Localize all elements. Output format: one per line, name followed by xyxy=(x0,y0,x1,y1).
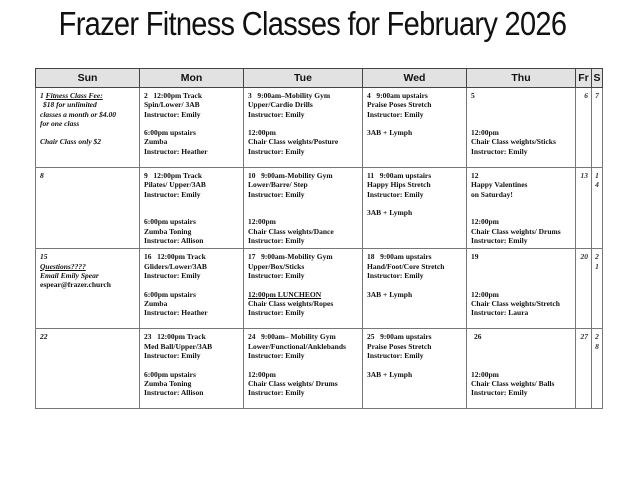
day-number: 3 xyxy=(248,91,252,100)
class-name: Pilates/ Upper/3AB xyxy=(144,180,206,190)
instructor: Instructor: Emily xyxy=(367,350,424,360)
day-cell-sun xyxy=(36,249,140,329)
instructor: Instructor: Allison xyxy=(144,388,204,398)
class-name: Lower/Barre/ Step xyxy=(248,180,308,190)
instructor: Instructor: Emily xyxy=(367,189,424,199)
day-number: 26 xyxy=(474,332,482,342)
class-time: 9:00am-Mobility Gym xyxy=(261,171,333,180)
class-time: 12:00pm xyxy=(248,217,276,227)
day-cell-sat: 7 xyxy=(592,88,603,168)
class-time: 9:00am–Mobility Gym xyxy=(257,91,331,100)
day-number: 10 xyxy=(248,171,256,180)
class-name: Spin/Lower/ 3AB xyxy=(144,100,200,110)
day-number: 9 xyxy=(144,171,148,180)
class-time: 9:00am upstairs xyxy=(379,171,432,180)
week-row xyxy=(36,168,603,249)
class-time: 9:00am-Mobility Gym xyxy=(261,252,333,262)
class-time: 9:00am upstairs xyxy=(376,91,428,100)
header-thu: Thu xyxy=(467,69,576,88)
day-cell-tue xyxy=(244,329,363,409)
day-cell-mon xyxy=(140,168,244,249)
class-name: 3AB + Lymph xyxy=(367,369,413,379)
class-name: Chair Class weights/ Balls xyxy=(471,378,555,388)
contact-note: Email Emily Spear xyxy=(40,270,99,280)
class-time: 12:00pm xyxy=(471,289,499,299)
class-name: Upper/Cardio Drills xyxy=(248,100,313,110)
instructor: Instructor: Emily xyxy=(248,350,305,360)
instructor: Instructor: Emily xyxy=(367,270,424,280)
instructor: Instructor: Emily xyxy=(144,270,201,280)
class-time: 9:00am– Mobility Gym xyxy=(261,332,336,342)
header-sun: Sun xyxy=(36,69,140,88)
class-time: 6:00pm upstairs xyxy=(144,128,196,138)
instructor: Instructor: Emily xyxy=(248,308,305,318)
day-cell-fri: 27 xyxy=(576,329,592,409)
class-time: 12:00pm xyxy=(248,369,276,379)
class-time: 12:00pm xyxy=(471,369,499,379)
day-cell-thu xyxy=(467,168,576,249)
instructor: Instructor: Emily xyxy=(248,146,305,156)
instructor: Instructor: Laura xyxy=(471,308,529,318)
fee-label: Fitness Class Fee: xyxy=(45,91,103,100)
class-time: 12:00pm Track xyxy=(153,91,203,100)
header-mon: Mon xyxy=(140,69,244,88)
fee-line: $18 for unlimited xyxy=(43,100,97,110)
instructor: Instructor: Emily xyxy=(144,189,201,199)
day-cell-sat xyxy=(592,329,603,409)
instructor: Instructor: Emily xyxy=(471,236,528,246)
day-number: 28 xyxy=(595,332,599,351)
header-fri: Fr xyxy=(576,69,592,88)
day-number: 4 xyxy=(367,91,371,100)
fee-line: for one class xyxy=(40,118,80,128)
class-name: Gliders/Lower/3AB xyxy=(144,261,207,271)
class-name: Praise Poses Stretch xyxy=(367,341,432,351)
day-number: 21 xyxy=(595,252,599,271)
class-name: Happy Hips Stretch xyxy=(367,180,431,190)
class-name: 3AB + Lymph xyxy=(367,289,413,299)
day-number: 25 xyxy=(367,332,375,342)
class-name: Zumba Toning xyxy=(144,226,192,236)
day-cell-mon xyxy=(140,329,244,409)
day-number: 17 xyxy=(248,252,256,262)
instructor: Instructor: Emily xyxy=(367,109,424,119)
class-time: 9:00am upstairs xyxy=(380,252,432,262)
class-name: Upper/Box/Sticks xyxy=(248,261,305,271)
class-time: 12:00pm Track xyxy=(157,252,206,262)
class-time: 6:00pm upstairs xyxy=(144,289,196,299)
luncheon-note: 12:00pm LUNCHEON xyxy=(248,289,322,299)
class-name: Lower/Functional/Anklebands xyxy=(248,341,346,351)
class-name: Med Ball/Upper/3AB xyxy=(144,341,213,351)
week-row xyxy=(36,329,603,409)
class-name: Chair Class weights/ Drums xyxy=(471,226,561,236)
instructor: Instructor: Emily xyxy=(471,146,528,156)
header-tue: Tue xyxy=(244,69,363,88)
instructor: Instructor: Emily xyxy=(248,388,305,398)
day-number: 1 xyxy=(40,91,44,100)
class-name: 3AB + Lymph xyxy=(367,128,413,138)
week-row xyxy=(36,88,603,168)
day-number: 5 xyxy=(471,91,475,100)
class-time: 12:00pm xyxy=(471,217,499,227)
class-name: Chair Class weights/Posture xyxy=(248,137,339,147)
day-cell-sun xyxy=(36,329,140,409)
class-name: Chair Class weights/Ropes xyxy=(248,298,334,308)
day-number: 23 xyxy=(144,332,152,342)
day-cell-fri: 13 xyxy=(576,168,592,249)
instructor: Instructor: Emily xyxy=(248,109,305,119)
day-cell-mon xyxy=(140,249,244,329)
day-cell-fri: 20 xyxy=(576,249,592,329)
class-time: 6:00pm upstairs xyxy=(144,217,196,227)
class-name: Chair Class weights/ Drums xyxy=(248,378,338,388)
chair-class-note: Chair Class only $2 xyxy=(40,137,102,147)
day-cell-mon xyxy=(140,88,244,168)
class-name: Praise Poses Stretch xyxy=(367,100,432,110)
day-number: 12 xyxy=(471,171,479,180)
calendar-header-row xyxy=(36,69,603,88)
class-name: Zumba xyxy=(144,137,168,147)
fee-line: classes a month or $4.00 xyxy=(40,109,117,119)
contact-email[interactable]: espear@frazer.church xyxy=(40,280,111,290)
instructor: Instructor: Emily xyxy=(471,388,528,398)
day-cell-thu xyxy=(467,249,576,329)
header-sat: S xyxy=(592,69,603,88)
day-number: 16 xyxy=(144,252,152,262)
class-name: 3AB + Lymph xyxy=(367,208,413,218)
class-name: Zumba xyxy=(144,298,168,308)
class-name: Hand/Foot/Core Stretch xyxy=(367,261,445,271)
day-cell-sat xyxy=(592,168,603,249)
day-number: 11 xyxy=(367,171,375,180)
week-row xyxy=(36,249,603,329)
day-number: 24 xyxy=(248,332,256,342)
day-number: 18 xyxy=(367,252,375,262)
class-time: 12:00pm xyxy=(471,128,499,138)
page-title: Frazer Fitness Classes for February 2026 xyxy=(58,5,567,42)
instructor: Instructor: Emily xyxy=(144,109,201,119)
class-time: 6:00pm upstairs xyxy=(144,369,196,379)
instructor: Instructor: Heather xyxy=(144,146,208,156)
instructor: Instructor: Heather xyxy=(144,308,208,318)
day-number: 8 xyxy=(40,171,44,180)
holiday-note: Happy Valentines xyxy=(471,180,528,190)
class-time: 12:00pm Track xyxy=(153,171,203,180)
day-cell-sun xyxy=(36,168,140,249)
class-name: Chair Class weights/Stretch xyxy=(471,298,560,308)
class-name: Chair Class weights/Dance xyxy=(248,226,334,236)
class-time: 9:00am upstairs xyxy=(380,332,432,342)
day-cell-fri: 6 xyxy=(576,88,592,168)
class-time: 12:00pm Track xyxy=(157,332,206,342)
day-number: 19 xyxy=(471,252,479,262)
class-name: Chair Class weights/Sticks xyxy=(471,137,556,147)
day-number: 2 xyxy=(144,91,148,100)
day-cell-sat xyxy=(592,249,603,329)
day-cell-thu xyxy=(467,88,576,168)
calendar-table xyxy=(35,68,603,409)
day-cell-tue xyxy=(244,168,363,249)
day-cell-sun xyxy=(36,88,140,168)
instructor: Instructor: Emily xyxy=(248,270,305,280)
class-time: 12:00pm xyxy=(248,128,276,138)
instructor: Instructor: Emily xyxy=(248,236,305,246)
day-cell-tue xyxy=(244,88,363,168)
day-cell-thu xyxy=(467,329,576,409)
instructor: Instructor: Emily xyxy=(248,189,305,199)
fee-title xyxy=(40,91,135,100)
class-name: Zumba Toning xyxy=(144,378,192,388)
day-number: 22 xyxy=(40,332,48,342)
instructor: Instructor: Emily xyxy=(144,350,201,360)
day-cell-wed xyxy=(363,88,467,168)
day-cell-wed xyxy=(363,329,467,409)
day-cell-wed xyxy=(363,168,467,249)
day-number: 14 xyxy=(595,171,599,190)
questions-note: Questions???? xyxy=(40,261,86,271)
header-wed: Wed xyxy=(363,69,467,88)
day-number: 15 xyxy=(40,252,48,262)
day-cell-wed xyxy=(363,249,467,329)
instructor: Instructor: Allison xyxy=(144,236,204,246)
holiday-note: on Saturday! xyxy=(471,189,513,199)
day-cell-tue xyxy=(244,249,363,329)
